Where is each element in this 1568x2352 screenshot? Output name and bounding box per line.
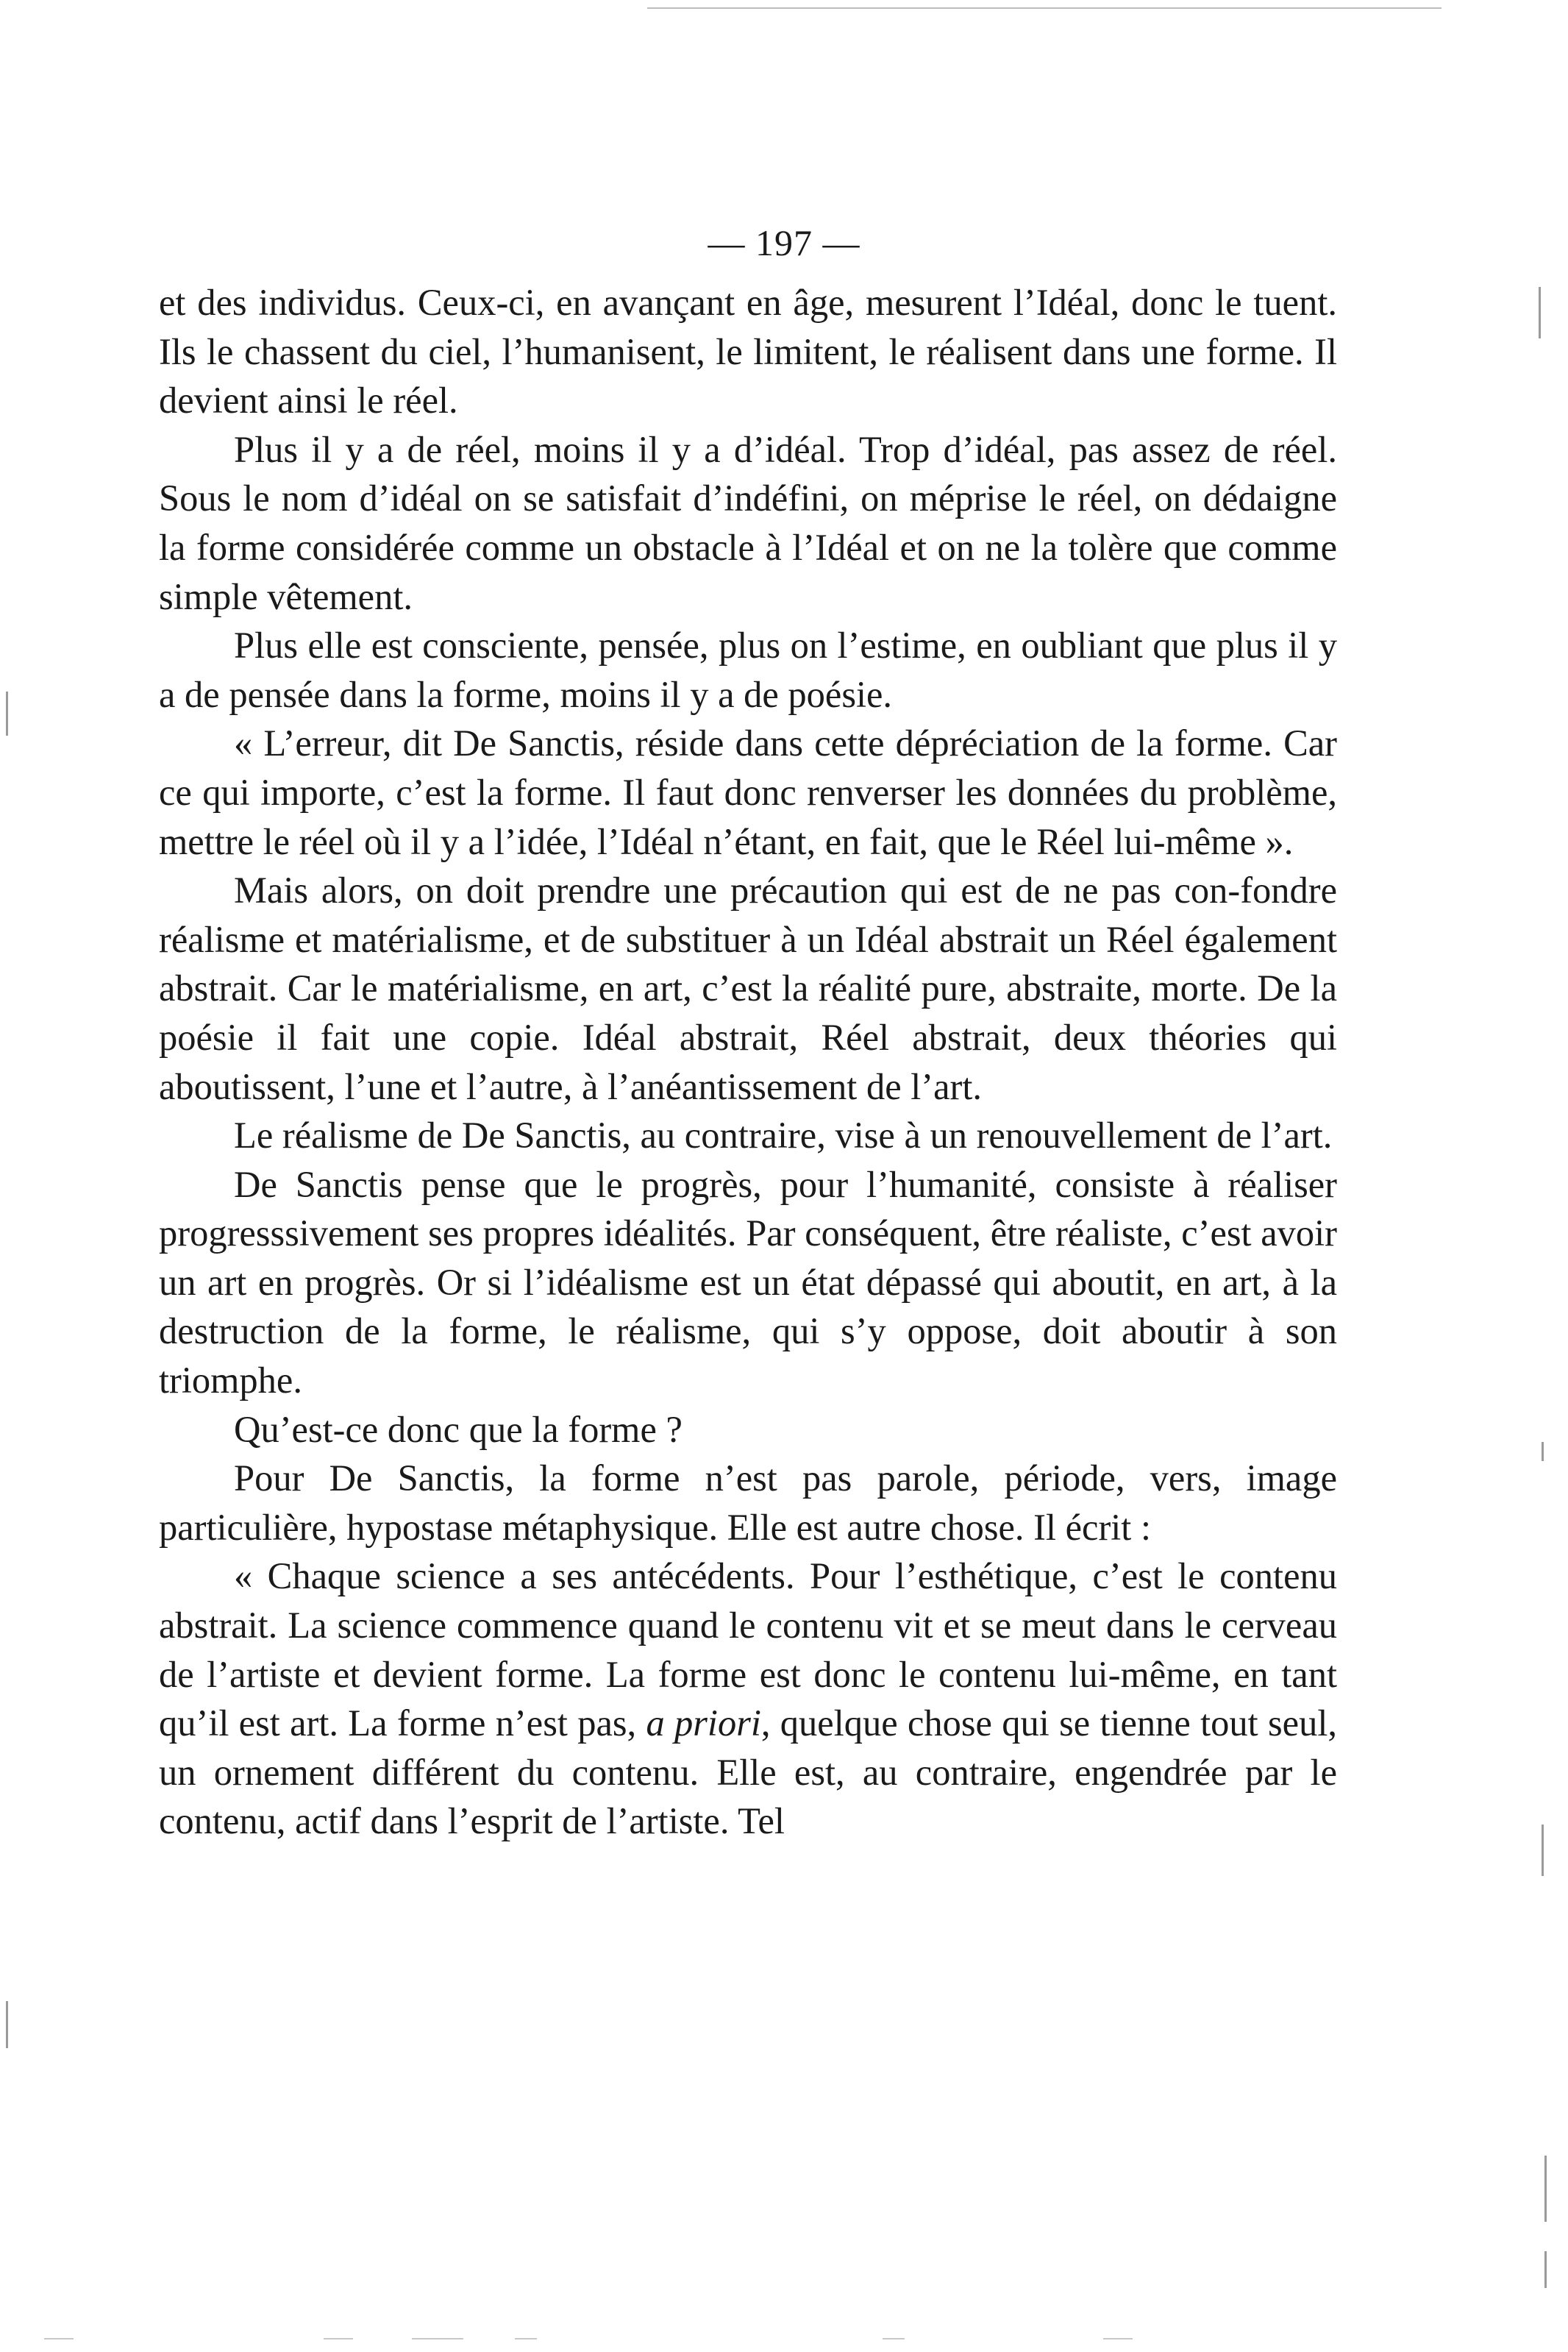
- scan-mark: [1544, 2156, 1547, 2222]
- italic-phrase: a priori: [646, 1702, 761, 1744]
- scan-mark: [1539, 287, 1541, 338]
- page-number: — 197 —: [708, 222, 860, 263]
- scan-mark: [324, 2338, 353, 2339]
- scan-top-rule: [647, 7, 1442, 9]
- paragraph: Plus il y a de réel, moins il y a d’idéal. Trop d’idéal, pas assez de réel. Sous le nom d’idéal on se satisfait d’indéfini, on méprise le réel, on dédaigne la forme considérée comme un obstacle à l’Idéal et on ne la tolère que comme simple vêtement.: [159, 428, 1337, 617]
- paragraph: Le réalisme de De Sanctis, au contraire, vise à un renouvellement de l’art.: [234, 1115, 1333, 1157]
- paragraph: Qu’est-ce donc que la forme ?: [234, 1408, 683, 1450]
- text-run: , quelque chose qui se tienne tout seul, un ornement différent du contenu. Elle est, au contraire, engendrée par le contenu, actif dans l’esprit de l’artiste. Tel: [159, 1702, 1337, 1842]
- scan-mark: [412, 2338, 463, 2339]
- scan-mark: [1103, 2338, 1133, 2339]
- text-run: « Chaque science a ses antécédents. Pour l’esthétique, c’est le contenu abstrait. La science commence quand le contenu vit et se meut dans le cerveau de l’artiste et devient forme. La forme est donc le contenu lui-même, en tant qu’il est art. La forme n’est pas,: [159, 1555, 1337, 1744]
- scan-mark: [1542, 1825, 1544, 1876]
- scan-mark: [883, 2338, 905, 2339]
- paragraph: « L’erreur, dit De Sanctis, réside dans cette dépréciation de la forme. Car ce qui importe, c’est la forme. Il faut donc renverser les données du problème, mettre le réel où il y a l’idée, l’Idéal n’étant, en fait, que le Réel lui-même ».: [159, 722, 1337, 862]
- paragraph: De Sanctis pense que le progrès, pour l’humanité, consiste à réaliser progresssivement ses propres idéalités. Par conséquent, être réaliste, c’est avoir un art en progrès. Or si l’idéalisme est un état dépassé qui aboutit, en art, à la destruction de la forme, le réalisme, qui s’y oppose, doit aboutir à son triomphe.: [159, 1163, 1337, 1401]
- scan-mark: [515, 2338, 537, 2339]
- body-text: [159, 278, 1337, 1846]
- paragraph: Pour De Sanctis, la forme n’est pas parole, période, vers, image particulière, hypostase métaphysique. Elle est autre chose. Il écrit :: [159, 1457, 1337, 1548]
- scan-mark: [1544, 2251, 1547, 2288]
- scan-mark: [6, 2001, 8, 2048]
- scan-mark: [6, 692, 8, 736]
- paragraph-last: [159, 1552, 1337, 1846]
- paragraph: Plus elle est consciente, pensée, plus on l’estime, en oubliant que plus il y a de pensée dans la forme, moins il y a de poésie.: [159, 625, 1337, 715]
- scan-mark: [1542, 1442, 1544, 1461]
- paragraph: et des individus. Ceux-ci, en avançant en âge, mesurent l’Idéal, donc le tuent. Ils le chassent du ciel, l’humanisent, le limitent, le réalisent dans une forme. Il devient ainsi le réel.: [159, 282, 1337, 422]
- scan-mark: [44, 2338, 74, 2339]
- paragraph: Mais alors, on doit prendre une précaution qui est de ne pas con-fondre réalisme et matérialisme, et de substituer à un Idéal abstrait un Réel également abstrait. Car le matérialisme, en art, c’est la réalité pure, abstraite, morte. De la poésie il fait une copie. Idéal abstrait, Réel abstrait, deux théories qui aboutissent, l’une et l’autre, à l’anéantissement de l’art.: [159, 870, 1337, 1107]
